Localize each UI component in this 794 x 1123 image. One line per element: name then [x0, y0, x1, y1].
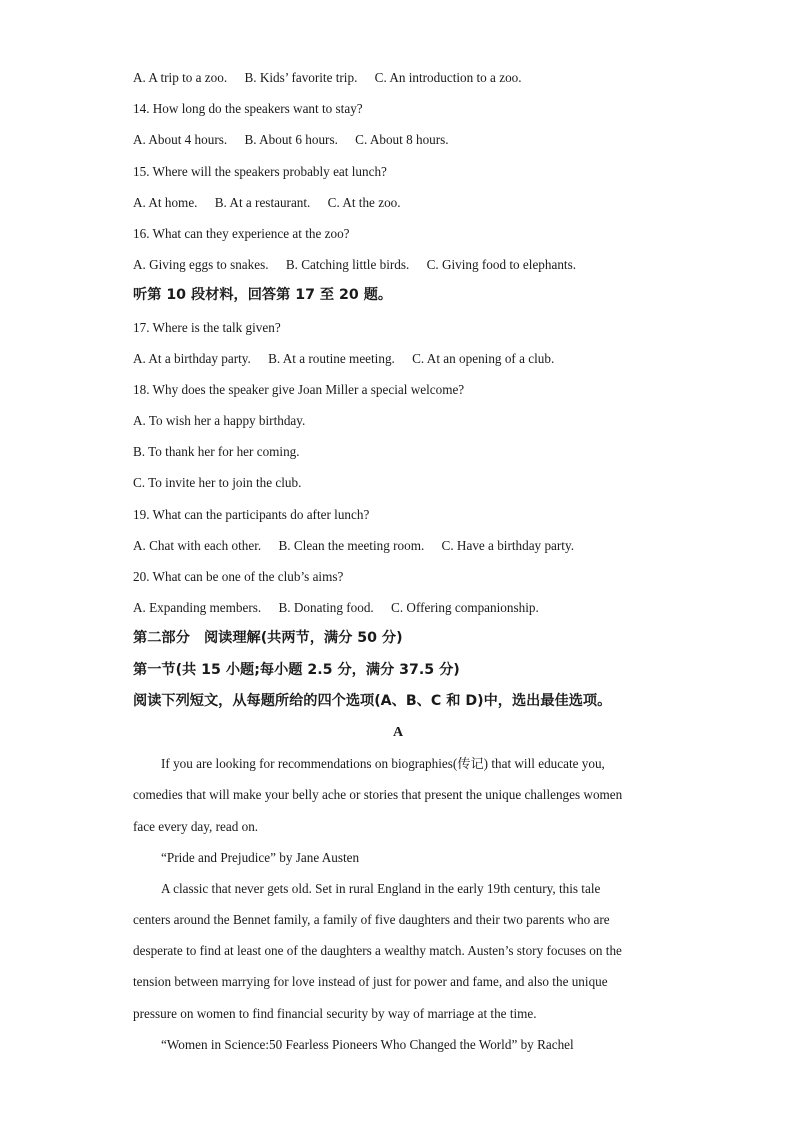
q20-option-a: A. Expanding members.	[133, 600, 262, 616]
q19-question: 19. What can the participants do after lunch?	[133, 506, 370, 522]
q16-options	[133, 249, 663, 280]
q14-option-c: C. About 8 hours.	[355, 132, 449, 148]
q16-option-a: A. Giving eggs to snakes.	[133, 257, 269, 273]
section-10-heading: 听第 10 段材料，回答第 17 至 20 题。	[133, 287, 393, 304]
q13-option-b: B. Kids’ favorite trip.	[244, 70, 358, 85]
q20-question: 20. What can be one of the club’s aims?	[133, 569, 344, 584]
q14-options	[133, 124, 663, 155]
q16-option-b: B. Catching little birds.	[285, 257, 410, 273]
intro-line-3: face every day, read on.	[133, 818, 259, 834]
q18-option-b: B. To thank her for her coming.	[133, 444, 300, 460]
q20-options	[133, 592, 663, 623]
q17-option-b: B. At a routine meeting.	[268, 350, 395, 366]
q17-option-c: C. At an opening of a club.	[412, 350, 555, 366]
q18-option-a: A. To wish her a happy birthday.	[133, 413, 306, 429]
reading-instructions: 阅读下列短文，从每题所给的四个选项(A、B、C 和 D)中，选出最佳选项。	[133, 692, 612, 709]
q13-options	[133, 62, 663, 93]
q13-option-c: C. An introduction to a zoo.	[374, 70, 522, 85]
intro-line-2: comedies that will make your belly ache or stories that present the unique challenges women	[133, 787, 623, 803]
book-1-line-5: pressure on women to find financial security by way of marriage at the time.	[133, 1005, 537, 1021]
q17-options	[133, 343, 663, 374]
q15-option-b: B. At a restaurant.	[214, 194, 311, 210]
book-1-line-4: tension between marrying for love instead of just for power and fame, and also the unique	[133, 974, 608, 990]
q15-option-a: A. At home.	[133, 194, 198, 210]
q19-option-b: B. Clean the meeting room.	[278, 537, 425, 553]
section-1-title: 第一节(共 15 小题;每小题 2.5 分，满分 37.5 分)	[133, 661, 460, 678]
book-1-paragraph	[133, 873, 663, 1029]
book-1-line-1: A classic that never gets old. Set in rural England in the early 19th century, this tale	[161, 880, 601, 896]
book-1-line-3: desperate to find at least one of the daughters a wealthy match. Austen’s story focuses on the	[133, 943, 622, 959]
passage-label: A	[392, 724, 404, 740]
q15-option-c: C. At the zoo.	[327, 194, 401, 210]
q16-question: 16. What can they experience at the zoo?	[133, 225, 350, 241]
q18-question: 18. Why does the speaker give Joan Miller a special welcome?	[133, 381, 465, 397]
q19-option-c: C. Have a birthday party.	[441, 537, 574, 553]
book-1-line-2: centers around the Bennet family, a family of five daughters and their two parents who are	[133, 912, 610, 928]
part-2-title: 第二部分 阅读理解(共两节，满分 50 分)	[133, 630, 403, 647]
intro-line-1: If you are looking for recommendations on biographies(传记) that will educate you,	[161, 756, 605, 772]
q18-option-c: C. To invite her to join the club.	[133, 475, 302, 491]
q14-question: 14. How long do the speakers want to stay?	[133, 101, 363, 117]
book-1-title: “Pride and Prejudice” by Jane Austen	[161, 849, 360, 865]
q19-option-a: A. Chat with each other.	[133, 537, 262, 553]
book-2-title: “Women in Science:50 Fearless Pioneers Who Changed the World” by Rachel	[161, 1036, 574, 1052]
q20-option-b: B. Donating food.	[278, 600, 374, 616]
q15-options	[133, 187, 663, 218]
q13-option-a: A. A trip to a zoo.	[133, 70, 228, 85]
q14-option-a: A. About 4 hours.	[133, 132, 228, 148]
intro-paragraph	[133, 748, 663, 842]
q15-question: 15. Where will the speakers probably eat lunch?	[133, 163, 387, 179]
q14-option-b: B. About 6 hours.	[244, 132, 338, 148]
q19-options	[133, 530, 663, 561]
q20-option-c: C. Offering companionship.	[391, 600, 539, 616]
q17-option-a: A. At a birthday party.	[133, 350, 251, 366]
q16-option-c: C. Giving food to elephants.	[426, 257, 577, 273]
document-page	[133, 62, 663, 1060]
q17-question: 17. Where is the talk given?	[133, 319, 281, 335]
